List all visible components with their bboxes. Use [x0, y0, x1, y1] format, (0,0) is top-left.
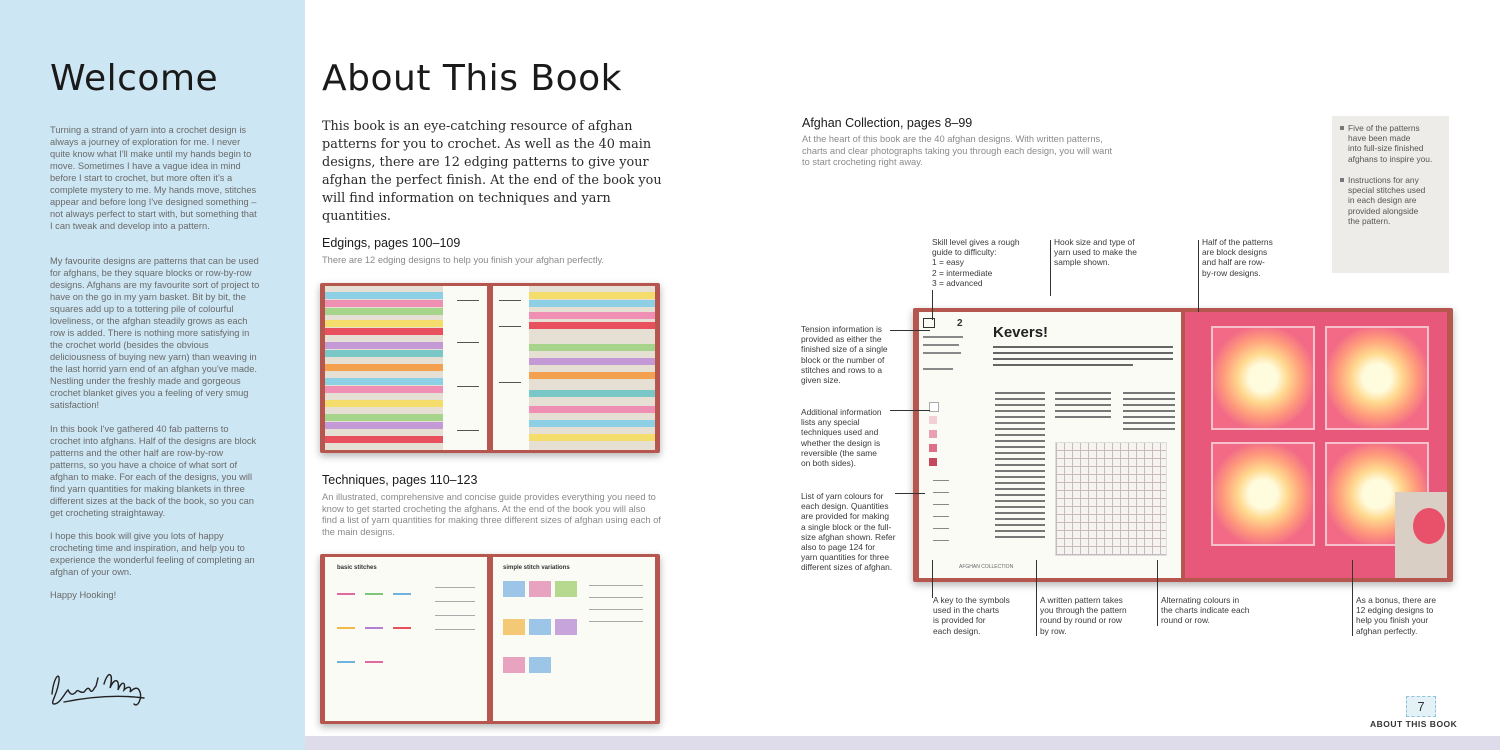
footer-section-label: ABOUT THIS BOOK	[1370, 719, 1458, 729]
edgings-heading: Edgings, pages 100–109	[322, 236, 461, 250]
sample-title: Kevers!	[993, 324, 1049, 341]
page-number: 7	[1406, 696, 1436, 717]
callout-bonus-edgings: As a bonus, there are 12 edging designs to help you finish your afghan perfectly.	[1356, 595, 1437, 636]
techniques-book-image	[320, 554, 660, 724]
techniques-right-page-title: simple stitch variations	[503, 565, 570, 571]
edgings-swatch-right	[529, 286, 655, 450]
sample-text-column-3	[1123, 392, 1175, 432]
sidebar-bullet-1: Five of the patterns have been made into full-size finished afghans to inspire you.	[1348, 123, 1433, 164]
about-intro: This book is an eye-catching resource of afghan patterns for you to crochet. As well as the 40 main designs, there are 12 edging patterns to give your afghan the perfect finish. At the end of the book you will find information on techniques and yarn quantities.	[322, 119, 662, 224]
techniques-right-page	[493, 557, 655, 721]
callout-additional-info: Additional information lists any special techniques used and whether the design is reversible (the same on both sides).	[801, 407, 882, 469]
callout-alternating-colours: Alternating colours in the charts indicate each round or row.	[1161, 595, 1250, 626]
edgings-book-image	[320, 283, 660, 453]
callout-skill-level: Skill level gives a rough guide to difficulty: 1 = easy 2 = intermediate 3 = advanced	[932, 237, 1020, 288]
welcome-paragraph-2: My favourite designs are patterns that can be used for afghans, be they square blocks or row-by-row designs. Afghans are my favourite sort of project to have on the go in my yarn basket. Bit by bit, the squares add up to a tottering pile of colourful loveliness, or the afghan steadily grows as each row is added. There is nothing more satisfying in the crochet world (besides the obvious deliciousness of buying new yarn) than weaving in the last horrid yarn end of an afghan you've made. Nestling under the freshly made and gorgeous crochet blanket gives you a feeling of very smug satisfaction!	[50, 256, 260, 410]
edgings-right-page	[493, 286, 655, 450]
about-title: About This Book	[322, 58, 622, 99]
bullet-square-icon	[1340, 126, 1344, 130]
edgings-body: There are 12 edging designs to help you finish your afghan perfectly.	[322, 255, 605, 265]
callout-tension: Tension information is provided as either the finished size of a single block or the number of stitches and rows to a given size.	[801, 324, 888, 386]
collection-body: At the heart of this book are the 40 afghan designs. With written patterns, charts and clear photographs taking you through each design, you will want to start crocheting right away.	[802, 134, 1113, 167]
callout-written-pattern: A written pattern takes you through the pattern round by round or row by row.	[1040, 595, 1127, 636]
sidebar-bullet-2: Instructions for any special stitches used in each design are provided alongside the pattern.	[1348, 175, 1426, 226]
techniques-left-page	[325, 557, 487, 721]
welcome-paragraph-4: I hope this book will give you lots of happy crocheting time and inspiration, and help you to experience the wonderful feeling of completing an afghan of your own.	[50, 531, 255, 577]
techniques-left-page-title: basic stitches	[337, 565, 377, 571]
signature-image	[44, 664, 154, 710]
sample-footer: AFGHAN COLLECTION	[959, 564, 1014, 570]
welcome-paragraph-5: Happy Hooking!	[50, 590, 117, 600]
collection-heading: Afghan Collection, pages 8–99	[802, 116, 973, 130]
techniques-body: An illustrated, comprehensive and concise guide provides everything you need to know to get started crocheting the afghans. At the end of the book you will also find a list of yarn quantities for making three different sizes of afghan using each of the main designs.	[322, 492, 661, 537]
callout-symbol-key: A key to the symbols used in the charts is provided for each design.	[933, 595, 1010, 636]
sample-text-column-2	[1055, 392, 1111, 422]
callout-half-patterns: Half of the patterns are block designs and half are row- by-row designs.	[1202, 237, 1273, 278]
crochet-chart	[1055, 442, 1167, 556]
sidebar-box	[1332, 116, 1449, 273]
techniques-heading: Techniques, pages 110–123	[322, 473, 478, 487]
welcome-title: Welcome	[50, 58, 219, 99]
footer-band	[305, 736, 1500, 750]
afghan-photo	[1185, 312, 1447, 578]
sample-number: 2	[957, 318, 963, 329]
yarn-ball	[1413, 508, 1445, 544]
callout-yarn-colours: List of yarn colours for each design. Quantities are provided for making a single block or the full- size afghan shown. Refer also to page 124 for yarn quantities for three different sizes of afghan.	[801, 491, 896, 573]
edgings-left-page	[325, 286, 487, 450]
welcome-paragraph-1: Turning a strand of yarn into a crochet design is always a journey of exploration for me. I never quite know what I'll make until my hands begin to move. Sometimes I have a vague idea in mind before I start to crochet, but more often it's a complete mystery to me. My hands move, stitches appear and before long I've designed something – not always perfect to start with, but something that I can tweak and develop into a pattern.	[50, 125, 257, 231]
edgings-swatch-left	[325, 286, 443, 450]
welcome-paragraph-3: In this book I've gathered 40 fab patterns to crochet into afghans. Half of the designs are block patterns and the other half are row-by-row patterns, so you have a choice of what sort of afghan to make. For each of the designs, you will find yarn quantities for making blankets in three different sizes at the back of the book, so you can get crocheting straightaway.	[50, 424, 257, 518]
bullet-square-icon	[1340, 178, 1344, 182]
afghan-sample-page	[919, 312, 1181, 578]
sample-text-column-1	[995, 392, 1045, 542]
afghan-book-image	[913, 308, 1453, 582]
callout-hook-size: Hook size and type of yarn used to make the sample shown.	[1054, 237, 1137, 268]
